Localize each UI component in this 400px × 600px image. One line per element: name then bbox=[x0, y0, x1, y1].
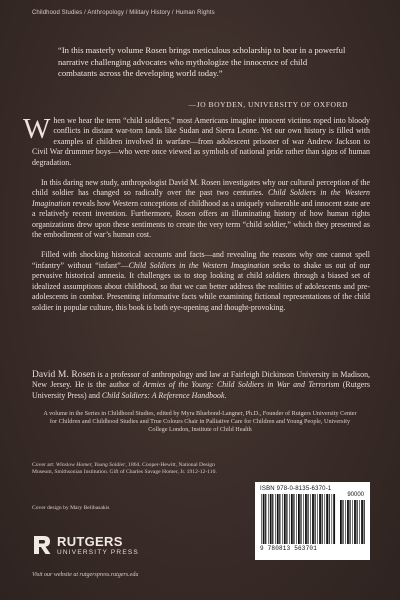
description-paragraph-3 bbox=[32, 250, 370, 312]
barcode-stripe bbox=[312, 494, 314, 544]
barcode-stripe bbox=[354, 500, 356, 544]
author-bio-text-a: is a professor of anthropology and law at Fairleigh Dickinson University in Madison, New Jersey. He is the author of bbox=[32, 370, 370, 390]
endorsement-quote: “In this masterly volume Rosen brings meticulous scholarship to bear in a powerful narrative challenging advocates who mythologize the innocence of child combatants across the developing world today.” bbox=[58, 45, 346, 79]
barcode-stripe bbox=[349, 500, 350, 544]
description-text-2b: reveals how Western conceptions of childhood as a uniquely vulnerable and innocent state are a relatively recent invention. Furthermore, Rosen offers an illuminating history of how human rights organizations drew upon these sentiments to create the very term “child soldier,” which they presented as the embodiment of war’s human cost. bbox=[32, 198, 370, 240]
barcode-stripe bbox=[261, 494, 262, 544]
barcode-stripe bbox=[342, 500, 343, 544]
barcode-stripe bbox=[270, 494, 272, 544]
book-title-italic: Child Soldiers in the Western Imagination bbox=[128, 260, 270, 270]
cover-artist: Winslow Homer, bbox=[55, 462, 94, 468]
barcode-stripe bbox=[289, 494, 290, 544]
author-book-2: Child Soldiers: A Reference Handbook bbox=[101, 390, 225, 400]
isbn-number: ISBN 978-0-8135-6370-1 bbox=[260, 486, 332, 492]
price-code: 90000 bbox=[347, 492, 364, 498]
barcode-bars-icon bbox=[260, 494, 336, 544]
barcode-stripe bbox=[268, 494, 269, 544]
description-text-1: hen we hear the term “child soldiers,” most Americans imagine innocent victims roped into bloody conflicts in distant war-torn lands like Sudan and Sierra Leone. Yet our own history is filled with examples of children involved in warfare—from adolescent prisoner of war Andrew Jackson to Civil War drummer boys—who were once viewed as symbols of national pride rather than signs of human degradation. bbox=[32, 116, 370, 167]
barcode-stripe bbox=[345, 500, 346, 544]
series-note: A volume in the Series in Childhood Studies, edited by Myra Bluebond-Langner, Ph.D., Founder of Rutgers University Center for Children and Childhood Studies and True Colours Chair in Palliative Care for Children and Young People, University College London, Institute of Child Health bbox=[43, 410, 357, 434]
book-description bbox=[23, 113, 371, 313]
barcode-stripe bbox=[272, 494, 273, 544]
barcode-stripe bbox=[277, 494, 279, 544]
barcode-stripe bbox=[307, 494, 308, 544]
barcode-stripe bbox=[275, 494, 276, 544]
barcode-stripe bbox=[326, 494, 328, 544]
description-paragraph-1 bbox=[23, 113, 370, 168]
author-book-1: Armies of the Young: Child Soldiers in War and Terrorism bbox=[142, 380, 340, 390]
barcode-stripe bbox=[347, 500, 349, 544]
barcode-stripe bbox=[364, 500, 365, 544]
cover-art-title: Young Soldier bbox=[94, 462, 126, 468]
rutgers-r-icon bbox=[32, 534, 52, 556]
description-text-2a: In this daring new study, anthropologist David M. Rosen investigates why our cultural perception of the child soldier has changed so radically over the past two centuries. bbox=[32, 178, 370, 198]
barcode-stripe bbox=[357, 500, 358, 544]
description-paragraph-2 bbox=[32, 178, 370, 240]
barcode-graphics bbox=[260, 494, 365, 544]
subject-categories: Childhood Studies / Anthropology / Military History / Human Rights bbox=[32, 10, 215, 16]
barcode-stripe bbox=[286, 494, 287, 544]
book-title-italic: Child Soldiers in the Western Imagination bbox=[32, 188, 371, 208]
description-text-3a: Filled with shocking historical accounts and facts—and revealing the reasons why one cannot spell “infantry” without “infant”— bbox=[32, 250, 370, 270]
barcode-digits: 9 780813 563701 bbox=[260, 545, 318, 552]
barcode-stripe bbox=[291, 494, 293, 544]
barcode-addon-icon bbox=[339, 500, 365, 544]
barcode-stripe bbox=[303, 494, 304, 544]
barcode-stripe bbox=[305, 494, 307, 544]
endorsement-attribution: —JO BOYDEN, UNIVERSITY OF OXFORD bbox=[188, 100, 348, 109]
barcode-stripe bbox=[296, 494, 297, 544]
publisher-website: Visit our website at rutgerspress.rutgers.edu bbox=[32, 572, 139, 578]
barcode-stripe bbox=[333, 494, 335, 544]
barcode-stripe bbox=[361, 500, 363, 544]
barcode-stripe bbox=[319, 494, 321, 544]
publisher-sub: UNIVERSITY PRESS bbox=[57, 549, 139, 556]
barcode-stripe bbox=[315, 494, 316, 544]
author-bio bbox=[32, 370, 370, 401]
barcode-stripe bbox=[332, 494, 333, 544]
publisher-logo bbox=[32, 525, 162, 565]
cover-art-prefix: Cover art: bbox=[32, 462, 56, 468]
barcode-stripe bbox=[317, 494, 318, 544]
barcode-stripe bbox=[352, 500, 353, 544]
barcode-stripe bbox=[359, 500, 360, 544]
barcode-stripe bbox=[324, 494, 325, 544]
cover-design-credit: Cover design by Mary Belibasakis bbox=[32, 505, 110, 511]
author-bio-text-b: (Rutgers University Press) and bbox=[32, 380, 370, 400]
drop-cap: W bbox=[23, 113, 51, 145]
barcode-stripe bbox=[340, 500, 342, 544]
description-text-3b: seeks to shake us out of our pervasive historical amnesia. It challenges us to stop looking at child soldiers through a biased set of idealized assumptions about childhood, so that we can better address the realities of adolescents and pre-adolescents in combat. Presenting informative facts while examining fictional representations of the child soldier in popular culture, this book is both eye-opening and thought-provoking. bbox=[32, 260, 370, 312]
barcode-stripe bbox=[284, 494, 286, 544]
cover-art-details: , 1864. Cooper-Hewitt, National Design Museum, Smithsonian Institution. Gift of Charles Savage Homer, Jr. 1912-12-110. bbox=[32, 462, 217, 476]
barcode-stripe bbox=[329, 494, 330, 544]
barcode-stripe bbox=[279, 494, 280, 544]
barcode-stripe bbox=[293, 494, 294, 544]
barcode-stripe bbox=[263, 494, 265, 544]
barcode-stripe bbox=[322, 494, 323, 544]
barcode-stripe bbox=[300, 494, 301, 544]
barcode-stripe bbox=[265, 494, 266, 544]
author-name: David M. Rosen bbox=[32, 370, 96, 380]
publisher-name: RUTGERS bbox=[57, 534, 123, 549]
isbn-barcode bbox=[255, 482, 370, 560]
barcode-stripe bbox=[310, 494, 311, 544]
publisher-wordmark bbox=[57, 534, 139, 556]
barcode-stripe bbox=[298, 494, 300, 544]
author-bio-text-c: . bbox=[224, 390, 227, 400]
barcode-stripe bbox=[282, 494, 283, 544]
cover-credits bbox=[32, 462, 232, 476]
